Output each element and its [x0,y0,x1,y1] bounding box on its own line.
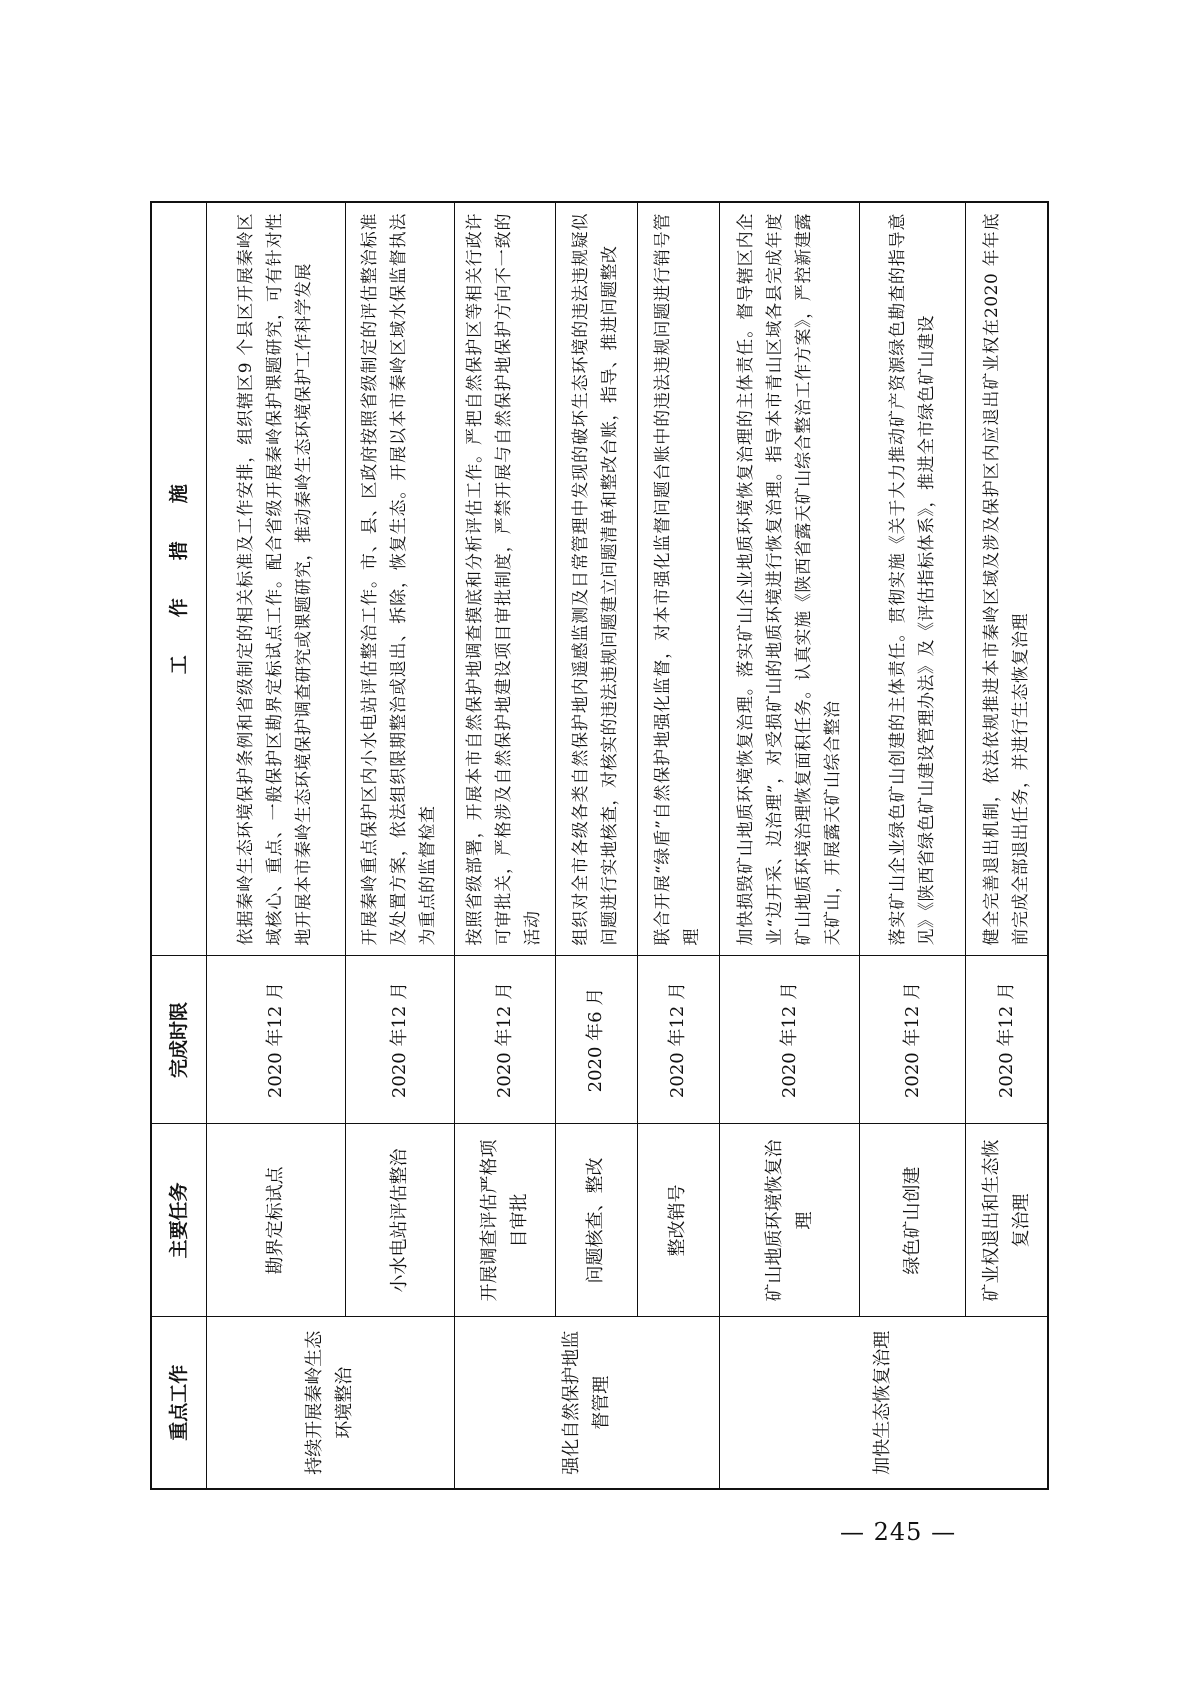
key-work-cell: 强化自然保护地监督管理 [454,1317,719,1489]
task-cell: 开展调查评估严格项目审批 [454,1124,555,1317]
table-row [556,202,637,1489]
deadline-cell: 2020 年12 月 [966,956,1048,1124]
deadline-cell: 2020 年12 月 [860,956,966,1124]
deadline-cell: 2020 年6 月 [556,956,637,1124]
measure-cell: 开展秦岭重点保护区内小水电站评估整治工作。市、县、区政府按照省级制定的评估整治标准及处置方案，依法组织限期整治或退出、拆除，恢复生态。开展以本市秦岭区域水保监督执法为重点的监督检查 [345,202,454,956]
work-plan-table [150,201,1049,1490]
deadline-cell: 2020 年12 月 [206,956,345,1124]
measure-cell: 组织对全市各级各类自然保护地内遥感监测及日常管理中发现的破坏生态环境的违法违规疑似问题进行实地核查，对核实的违法违规问题建立问题清单和整改台账，指导、推进问题整改 [556,202,637,956]
task-cell: 绿色矿山创建 [860,1124,966,1317]
table-row [966,202,1048,1489]
task-cell: 矿业权退出和生态恢复治理 [966,1124,1048,1317]
measure-cell: 落实矿山企业绿色矿山创建的主体责任。贯彻实施《关于大力推动矿产资源绿色勘查的指导意见》《陕西省绿色矿山建设管理办法》及《评估指标体系》，推进全市绿色矿山建设 [860,202,966,956]
table-row [454,202,555,1489]
header-main-task: 主要任务 [151,1124,206,1317]
task-cell: 小水电站评估整治 [345,1124,454,1317]
deadline-cell: 2020 年12 月 [719,956,860,1124]
deadline-cell: 2020 年12 月 [454,956,555,1124]
measure-cell: 依据秦岭生态环境保护条例和省级制定的相关标准及工作安排，组织辖区9 个县区开展秦岭区域核心、重点、一般保护区勘界定标试点工作。配合省级开展秦岭保护课题研究，可有针对性地开展本市秦岭生态环境保护调查研究或课题研究，推动秦岭生态环境保护工作科学发展 [206,202,345,956]
key-work-cell: 持续开展秦岭生态环境整治 [206,1317,454,1489]
table-row [206,202,345,1489]
task-cell: 矿山地质环境恢复治理 [719,1124,860,1317]
rotated-table-stage [150,203,1049,1490]
measure-cell: 加快损毁矿山地质环境恢复治理。落实矿山企业地质环境恢复治理的主体责任。督导辖区内企业“边开采、边治理”，对受损矿山的地质环境进行恢复治理。指导本市青山区域各县完成年度矿山地质环境治理恢复面积任务。认真实施《陕西省露天矿山综合整治工作方案》，严控新建露天矿山，开展露天矿山综合整治 [719,202,860,956]
measure-cell: 联合开展“绿盾”自然保护地强化监督，对本市强化监督问题台账中的违法违规问题进行销号管理 [637,202,719,956]
deadline-cell: 2020 年12 月 [345,956,454,1124]
page-number: — 245 — [840,1518,957,1546]
measure-cell: 按照省级部署，开展本市自然保护地调查摸底和分析评估工作。严把自然保护区等相关行政许可审批关，严格涉及自然保护地建设项目审批制度，严禁开展与自然保护地保护方向不一致的活动 [454,202,555,956]
task-cell: 勘界定标试点 [206,1124,345,1317]
deadline-cell: 2020 年12 月 [637,956,719,1124]
task-cell: 问题核查、整改 [556,1124,637,1317]
table-row [637,202,719,1489]
table-row [719,202,860,1489]
task-cell: 整改销号 [637,1124,719,1317]
key-work-cell: 加快生态恢复治理 [719,1317,1048,1489]
header-deadline: 完成时限 [151,956,206,1124]
table-row [345,202,454,1489]
header-measures: 工 作 措 施 [151,202,206,956]
header-key-work: 重点工作 [151,1317,206,1489]
table-row [860,202,966,1489]
table-header-row [151,202,206,1489]
measure-cell: 健全完善退出机制，依法依规推进本市秦岭区域及涉及保护区内应退出矿业权在2020 年年底前完成全部退出任务，并进行生态恢复治理 [966,202,1048,956]
